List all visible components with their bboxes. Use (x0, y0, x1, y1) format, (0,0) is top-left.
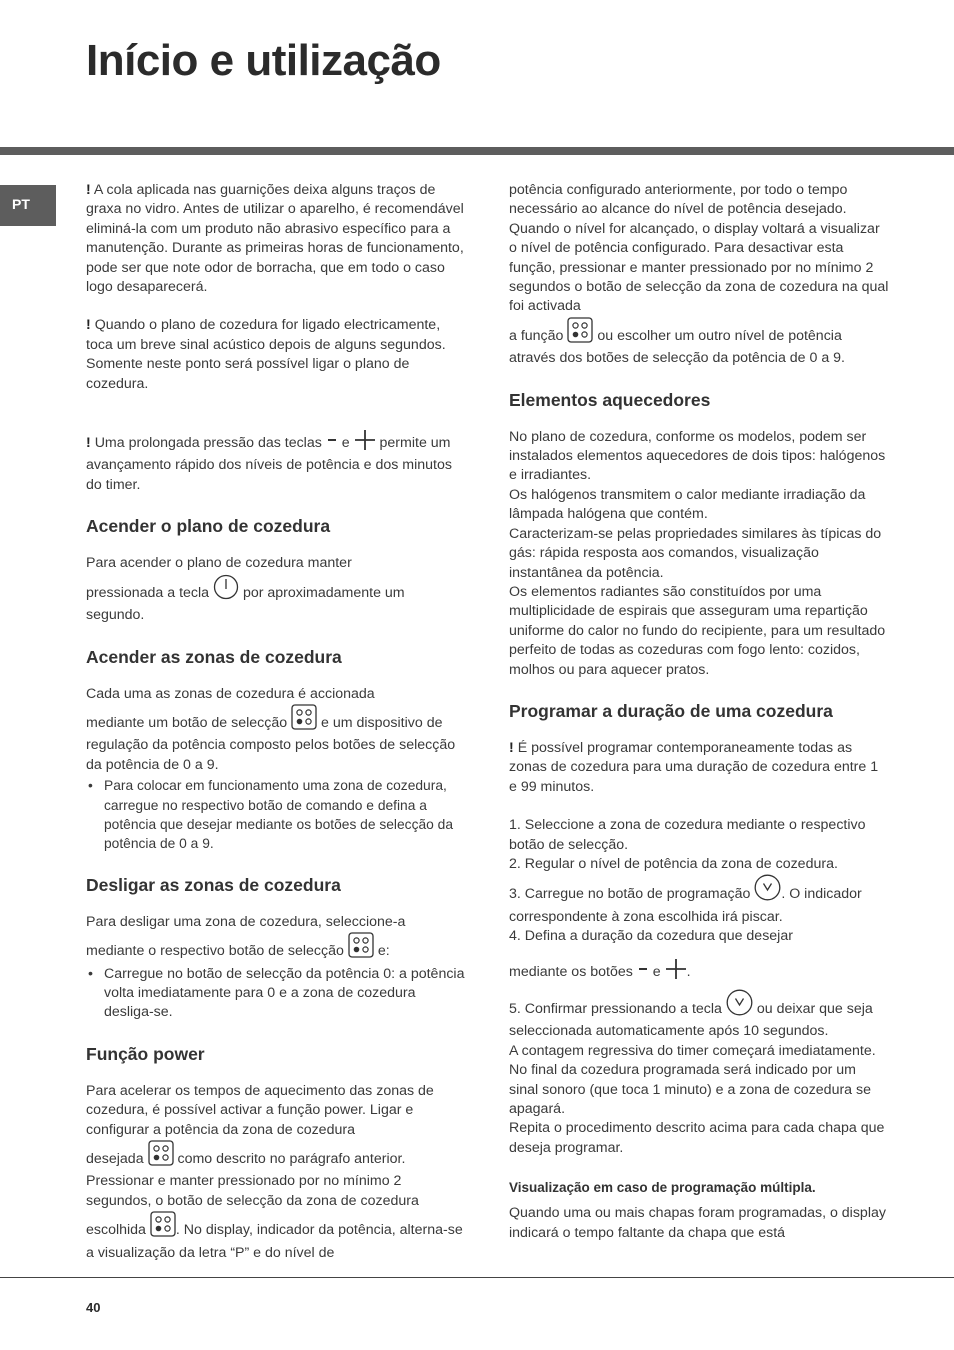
right-column (509, 181, 889, 1243)
step-1: 1. Seleccione a zona de cozedura mediante o respectivo botão de selecção. (509, 817, 866, 853)
step-2: 2. Regular o nível de potência da zona de cozedura. (509, 855, 838, 872)
timer-p2: Repita o procedimento descrito acima para cada chapa que deseja programar. (509, 1120, 885, 1156)
timer-icon (754, 874, 781, 907)
timer-p1: A contagem regressiva do timer começará imediatamente. No final da cozedura programada será indicado por um sinal sonoro (que toca 1 minuto) e a zona de cozedura se apagará. (509, 1042, 876, 1118)
zone-select-icon (567, 317, 593, 349)
elementos-p3: Caracterizam-se pelas propriedades similares às típicas do gás: rápida resposta aos comandos, visualização instantânea da potência. (509, 525, 882, 581)
minus-icon (326, 434, 338, 456)
step-3: 3. Carregue no botão de programação . O indicador correspondente à zona escolhida irá piscar. (509, 874, 889, 927)
footer-rule (0, 1277, 954, 1278)
step-5: 5. Confirmar pressionando a tecla ou deixar que seja seleccionada automaticamente após 10 segundos. (509, 989, 889, 1042)
plus-icon (665, 959, 687, 985)
zonas-text: Cada uma as zonas de cozedura é accionada mediante um botão de selecção e um dispositivo de regulação da potência composto pelos botões de selecção da potência de 0 a 9. (86, 685, 456, 773)
left-column (86, 181, 466, 1263)
heading-desligar-zonas: Desligar as zonas de cozedura (86, 874, 341, 895)
page-title: Início e utilização (86, 36, 441, 85)
heading-visualizacao: Visualização em caso de programação múltipla. (509, 1180, 816, 1196)
plus-icon (354, 430, 376, 456)
timer-icon (726, 989, 753, 1022)
visualizacao-text: Quando uma ou mais chapas foram programadas, o display indicará o tempo faltante da chapa que está (509, 1205, 886, 1241)
minus-icon (637, 963, 649, 985)
language-tab: PT (0, 185, 56, 226)
note-long-press: ! Uma prolongada pressão das teclas e permite um avançamento rápido dos níveis de potência e dos minutos do timer. (86, 430, 466, 495)
desligar-text: Para desligar uma zona de cozedura, seleccione-a mediante o respectivo botão de selecção e: (86, 913, 466, 965)
note-glue: ! A cola aplicada nas guarnições deixa alguns traços de graxa no vidro. Antes de utilizar o aparelho, é recomendável eliminá-la com um produto não abrasivo específico para a manutenção. Durante as primeiras horas de funcionamento, pode ser que note odor de borracha, que em todo o caso logo desaparecerá. (86, 182, 464, 296)
step-4: 4. Defina a duração da cozedura que desejar (509, 928, 793, 945)
elementos-p2: Os halógenos transmitem o calor mediante irradiação da lâmpada halógena que contém. (509, 486, 866, 523)
heading-elementos: Elementos aquecedores (509, 389, 711, 410)
heading-acender-plano: Acender o plano de cozedura (86, 516, 331, 537)
power-key-icon (213, 574, 239, 606)
list-item: • Carregue no botão de selecção da potência 0: a potência volta imediatamente para 0 e a zona de cozedura desliga-se. (86, 965, 466, 1023)
zone-select-icon (150, 1211, 176, 1243)
elementos-p1: No plano de cozedura, conforme os modelos, podem ser instalados elementos aquecedores de dois tipos: halógenos e irradiantes. (509, 428, 886, 484)
step-4-buttons: mediante os botões e . (509, 959, 889, 985)
acender-text: Para acender o plano de cozedura manter pressionada a tecla por aproximadamente um segundo. (86, 555, 405, 624)
zone-select-icon (348, 932, 374, 964)
zone-select-icon (148, 1140, 174, 1172)
elementos-p4: Os elementos radiantes são constituídos por uma multiplicidade de espirais que asseguram uma repartição uniforme do calor no fundo do recipiente, para um resultado perfeito de todas as cozeduras com fogo lento: cozidos, molhos ou para aquecer pratos. (509, 583, 886, 678)
heading-acender-zonas: Acender as zonas de cozedura (86, 646, 342, 667)
power-continued: potência configurado anteriormente, por todo o tempo necessário ao alcance do nível de potência desejado. Quando o nível for alcançado, o display voltará a visualizar o nível de potência configurado. Para desactivar esta função, pressionar e manter pressionado por no mínimo 2 segundos o botão de selecção da zona de cozedura na qual foi activada a função ou escolher um outro nível de potência através dos botões de selecção da potência de 0 a 9. (509, 182, 889, 367)
power-text: Para acelerar os tempos de aquecimento das zonas de cozedura, é possível activar a função power. Ligar e configurar a potência da zona de cozedura desejada como descrito no parágrafo anterior. Pressionar e manter pressionado por no mínimo 2 segundos, o botão de selecção da zona de cozedura escolhida . No display, indicador da potência, alterna-se a visualização da letra “P” e do nível de (86, 1082, 463, 1261)
page-number: 40 (86, 1300, 101, 1315)
heading-programar: Programar a duração de uma cozedura (509, 700, 833, 721)
header-rule (0, 147, 954, 155)
programar-note: ! É possível programar contemporaneamente todas as zonas de cozedura para uma duração de cozedura entre 1 e 99 minutos. (509, 739, 879, 795)
note-acoustic: ! Quando o plano de cozedura for ligado electricamente, toca um breve sinal acústico depois de alguns segundos. Somente neste ponto será possível ligar o plano de cozedura. (86, 317, 446, 392)
zone-select-icon (291, 704, 317, 736)
list-item: • Para colocar em funcionamento uma zona de cozedura, carregue no respectivo botão de comando e defina a potência que desejar mediante os botões de selecção da potência de 0 a 9. (86, 776, 466, 854)
heading-funcao-power: Função power (86, 1043, 205, 1064)
